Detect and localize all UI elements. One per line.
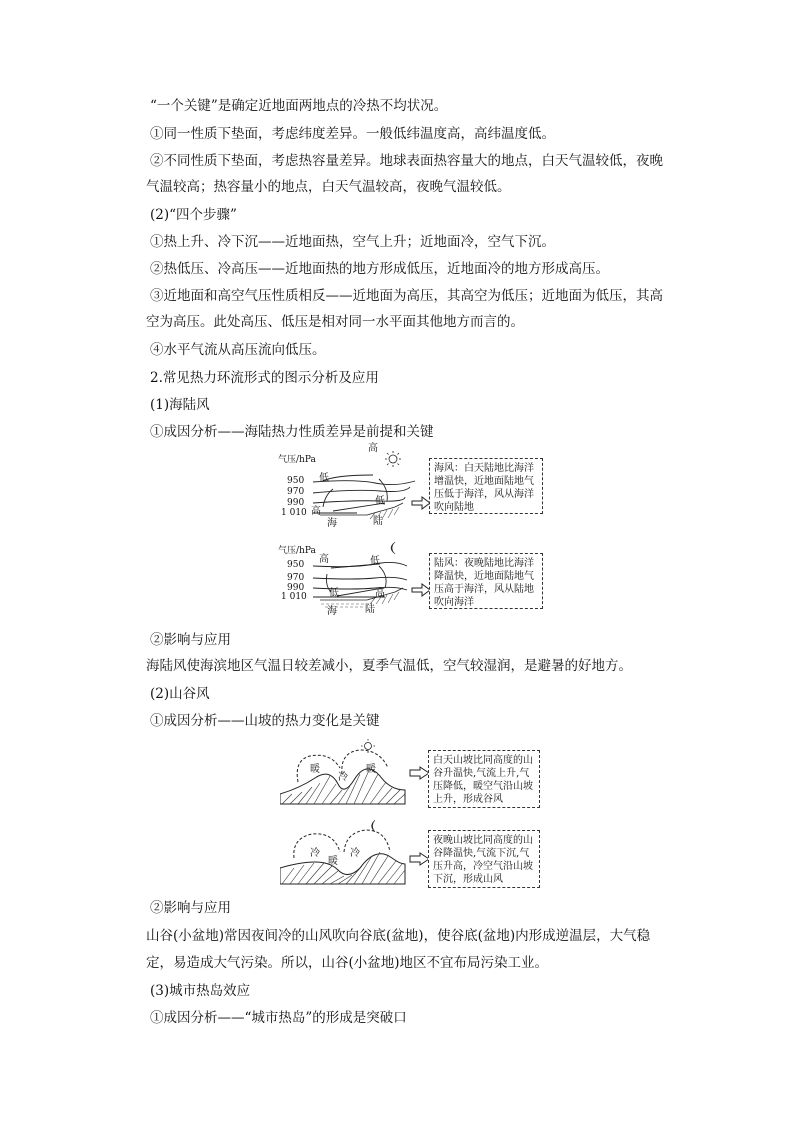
label-cold-right: 冷 xyxy=(350,848,360,859)
label-high-top: 高 xyxy=(319,554,329,565)
tick-label: 1 010 xyxy=(281,592,307,602)
moon-icon xyxy=(391,542,395,554)
label-cold: 冷 xyxy=(338,772,348,783)
tick-label: 1 010 xyxy=(281,508,307,518)
label-high-bottom: 高 xyxy=(375,588,385,599)
tick-label: 950 xyxy=(287,476,305,486)
tick-label: 970 xyxy=(287,573,305,583)
heading-section-2: 2.常见热力环流形式的图示分析及应用 xyxy=(150,370,379,386)
mountain-breeze-explanation: 夜晚山坡比同高度的山谷降温快,气流下沉,气压升高，冷空气沿山坡下沉，形成山风 xyxy=(428,830,540,888)
valley-breeze-drawing xyxy=(280,738,430,808)
paragraph-sea-land-cause: ①成因分析——海陆热力性质差异是前提和关键 xyxy=(150,424,434,440)
label-cold-left: 冷 xyxy=(310,848,320,859)
paragraph-step-1: ①热上升、冷下沉——近地面热，空气上升；近地面冷，空气下沉。 xyxy=(150,234,555,250)
paragraph-mountain-cause: ①成因分析——山坡的热力变化是关键 xyxy=(150,713,380,729)
heading-impact-2: ②影响与应用 xyxy=(150,900,231,916)
paragraph-urban-cause: ①成因分析——“城市热岛”的形成是突破口 xyxy=(150,1010,407,1026)
paragraph-step-3: ③近地面和高空气压性质相反——近地面为高压，其高空为低压；近地面为低压，其高 xyxy=(150,288,663,304)
land-breeze-explanation: 陆风：夜晚陆地比海洋降温快，近地面陆地气压高于海洋，风从陆地吹向海洋 xyxy=(429,553,543,609)
paragraph-step-3-cont: 空为高压。此处高压、低压是相对同一水平面其他地方而言的。 xyxy=(146,314,524,330)
pressure-axis-label: 气压/hPa xyxy=(278,455,316,465)
label-high-bottom: 高 xyxy=(311,506,321,517)
label-low-top: 低 xyxy=(319,473,329,484)
heading-sea-land-breeze: (1)海陆风 xyxy=(150,397,210,413)
label-warm-right: 暖 xyxy=(366,764,376,775)
heading-urban-heat-island: (3)城市热岛效应 xyxy=(150,983,251,999)
valley-breeze-explanation: 白天山坡比同高度的山谷升温快,气流上升,气压降低，暖空气沿山坡上升，形成谷风 xyxy=(428,750,540,808)
heading-four-steps: (2)“四个步骤” xyxy=(150,207,237,223)
paragraph-step-2: ②热低压、冷高压——近地面热的地方形成低压，近地面冷的地方形成高压。 xyxy=(150,261,609,277)
arrow-right-icon xyxy=(412,497,430,509)
arrow-right-icon xyxy=(412,584,430,596)
tick-label: 990 xyxy=(287,583,305,593)
paragraph-heat-capacity: ②不同性质下垫面，考虑热容量差异。地球表面热容量大的地点，白天气温较低，夜晚 xyxy=(150,153,663,169)
sea-breeze-explanation: 海风：白天陆地比海洋增温快，近地面陆地气压低于海洋，风从海洋吹向陆地 xyxy=(429,458,543,514)
heading-impact-1: ②影响与应用 xyxy=(150,632,231,648)
heading-mountain-valley: (2)山谷风 xyxy=(150,686,210,702)
sun-icon xyxy=(389,455,397,463)
paragraph-valley-impact: 山谷(小盆地)常因夜间冷的山风吹向谷底(盆地)，使谷底(盆地)内形成逆温层，大气稳 xyxy=(146,928,651,944)
sun-icon xyxy=(365,743,372,750)
paragraph-heat-capacity-cont: 气温较高；热容量小的地点，白天气温较高，夜晚气温较低。 xyxy=(146,179,511,195)
valley-breeze-diagram xyxy=(280,738,430,808)
paragraph-sea-land-impact: 海陆风使海滨地区气温日较差减小，夏季气温低，空气较湿润，是避暑的好地方。 xyxy=(146,658,632,674)
tick-label: 970 xyxy=(287,487,305,497)
label-low-top: 低 xyxy=(370,556,380,567)
label-sea: 海 xyxy=(327,606,337,617)
moon-icon xyxy=(372,820,376,832)
paragraph-latitude: ①同一性质下垫面，考虑纬度差异。一般低纬温度高，高纬温度低。 xyxy=(150,126,555,142)
label-low-bottom: 低 xyxy=(329,588,339,599)
tick-label: 990 xyxy=(287,498,305,508)
label-warm-left: 暖 xyxy=(310,764,320,775)
label-land: 陆 xyxy=(365,604,375,615)
pressure-axis-label: 气压/hPa xyxy=(278,546,316,556)
label-warm: 暖 xyxy=(328,856,338,867)
tick-label: 950 xyxy=(287,560,305,570)
label-high-top: 高 xyxy=(368,443,378,454)
label-sea: 海 xyxy=(327,518,337,529)
mountain-breeze-diagram xyxy=(280,818,430,888)
paragraph-valley-impact-cont: 定，易造成大气污染。所以，山谷(小盆地)地区不宜布局污染工业。 xyxy=(146,955,549,971)
paragraph-key-point: “一个关键”是确定近地面两地点的冷热不均状况。 xyxy=(150,98,448,114)
label-land: 陆 xyxy=(373,516,383,527)
paragraph-step-4: ④水平气流从高压流向低压。 xyxy=(150,342,326,358)
label-low-bottom: 低 xyxy=(375,496,385,507)
